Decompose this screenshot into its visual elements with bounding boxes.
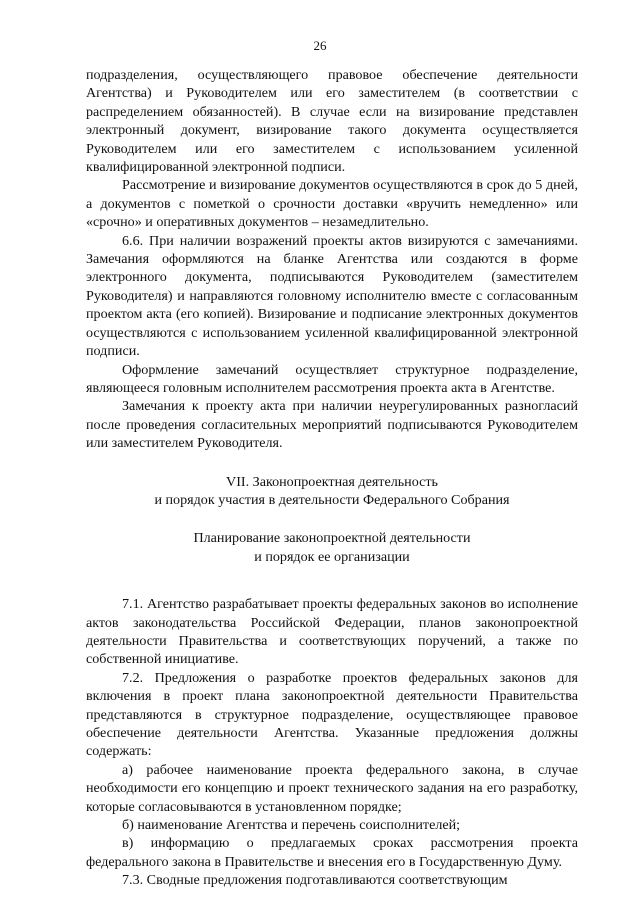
paragraph-remarks-formatting: Оформление замечаний осуществляет структурное подразделение, являющееся головным исполнителем рассмотрения проекта акта в Агентстве. — [86, 361, 578, 396]
section-heading-line2: и порядок участия в деятельности Федерального Собрания — [154, 491, 510, 508]
subsection-heading-line1: Планирование законопроектной деятельности — [193, 530, 471, 547]
subsection-heading-line2: и порядок ее организации — [254, 548, 410, 565]
paragraph-6-6: 6.6. При наличии возражений проекты актов визируются с замечаниями. Замечания оформляются на бланке Агентства или создаются в форме электронного документа, подписываются Руководителем (заместителем Руководителя) и направляются головному исполнителю вместе с согласованным проектом акта (его копией). Визирование и подписание электронных документов осуществляются с использованием усиленной квалифицированной электронной подписи. — [86, 232, 578, 360]
paragraph-7-1: 7.1. Агентство разрабатывает проекты федеральных законов во исполнение актов законодательства Российской Федерации, планов законопроектной деятельности Правительства и соответствующих поручений, а также по собственной инициативе. — [86, 596, 578, 668]
page-number: 26 — [313, 38, 327, 53]
paragraph-7-3: 7.3. Сводные предложения подготавливаются соответствующим — [122, 872, 508, 889]
list-item-b: б) наименование Агентства и перечень соисполнителей; — [122, 817, 461, 834]
list-item-c: в) информацию о предлагаемых сроках рассмотрения проекта федерального закона в Правительстве и внесения его в Государственную Думу. — [86, 835, 578, 870]
paragraph-remarks-signing: Замечания к проекту акта при наличии неурегулированных разногласий после проведения согласительных мероприятий подписываются Руководителем или заместителем Руководителя. — [86, 398, 578, 452]
document-body — [86, 66, 578, 890]
paragraph-7-2: 7.2. Предложения о разработке проектов федеральных законов для включения в проект плана законопроектной деятельности Правительства представляются в структурное подразделение, осуществляющее правовое обеспечение деятельности Агентства. Указанные предложения должны содержать: — [86, 669, 578, 760]
paragraph-continuation: подразделения, осуществляющего правовое обеспечение деятельности Агентства) и Руководителем или его заместителем (в соответствии с распределением обязанностей). В случае если на визирование представлен электронный документ, визирование такого документа осуществляется Руководителем или его заместителем с использованием усиленной квалифицированной электронной подписи. — [86, 67, 578, 176]
section-heading-line1: VII. Законопроектная деятельность — [226, 473, 438, 490]
paragraph-review-terms: Рассмотрение и визирование документов осуществляются в срок до 5 дней, а документов с пометкой о срочности доставки «вручить немедленно» или «срочно» и оперативных документов – незамедлительно. — [86, 177, 578, 231]
list-item-a: а) рабочее наименование проекта федерального закона, в случае необходимости его концепцию и проект технического задания на его разработку, которые согласовываются в установленном порядке; — [86, 761, 578, 815]
